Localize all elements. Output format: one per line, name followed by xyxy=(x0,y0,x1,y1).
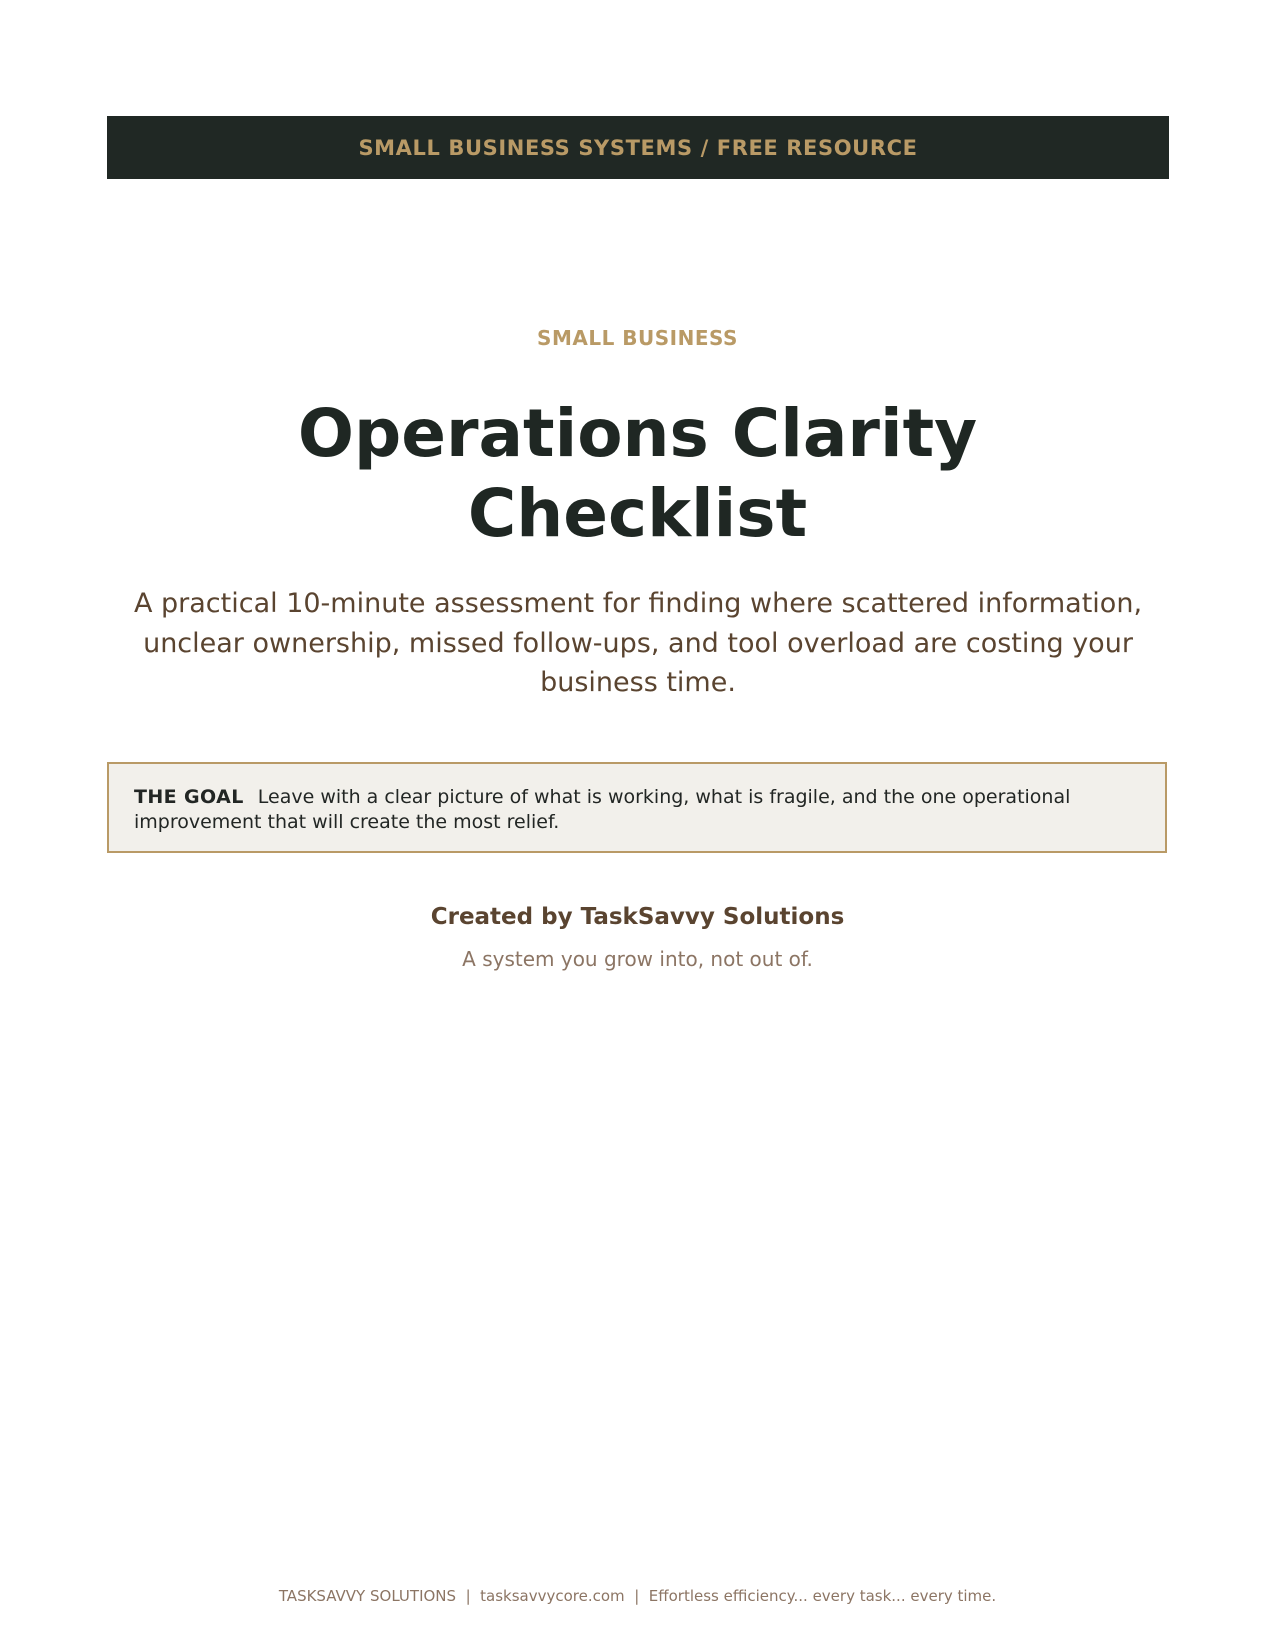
page-title: Operations Clarity Checklist xyxy=(297,395,978,552)
goal-text: Leave with a clear picture of what is working, what is fragile, and the one operational improvement that will create the most relief. xyxy=(134,786,1071,833)
eyebrow-label: SMALL BUSINESS xyxy=(537,326,738,350)
page-subtitle: A practical 10-minute assessment for finding where scattered information, unclear ownership, missed follow-ups, and tool overload are costing your business time. xyxy=(133,588,1143,698)
created-by: Created by TaskSavvy Solutions xyxy=(430,904,845,930)
tagline: A system you grow into, not out of. xyxy=(462,947,813,971)
goal-label: THE GOAL xyxy=(134,786,244,808)
banner-text: SMALL BUSINESS SYSTEMS / FREE RESOURCE xyxy=(358,135,918,160)
goal-callout xyxy=(107,762,1167,853)
top-banner xyxy=(107,116,1169,179)
page-footer: TASKSAVVY SOLUTIONS | tasksavvycore.com | Effortless efficiency... every task... every time. xyxy=(278,1587,997,1605)
